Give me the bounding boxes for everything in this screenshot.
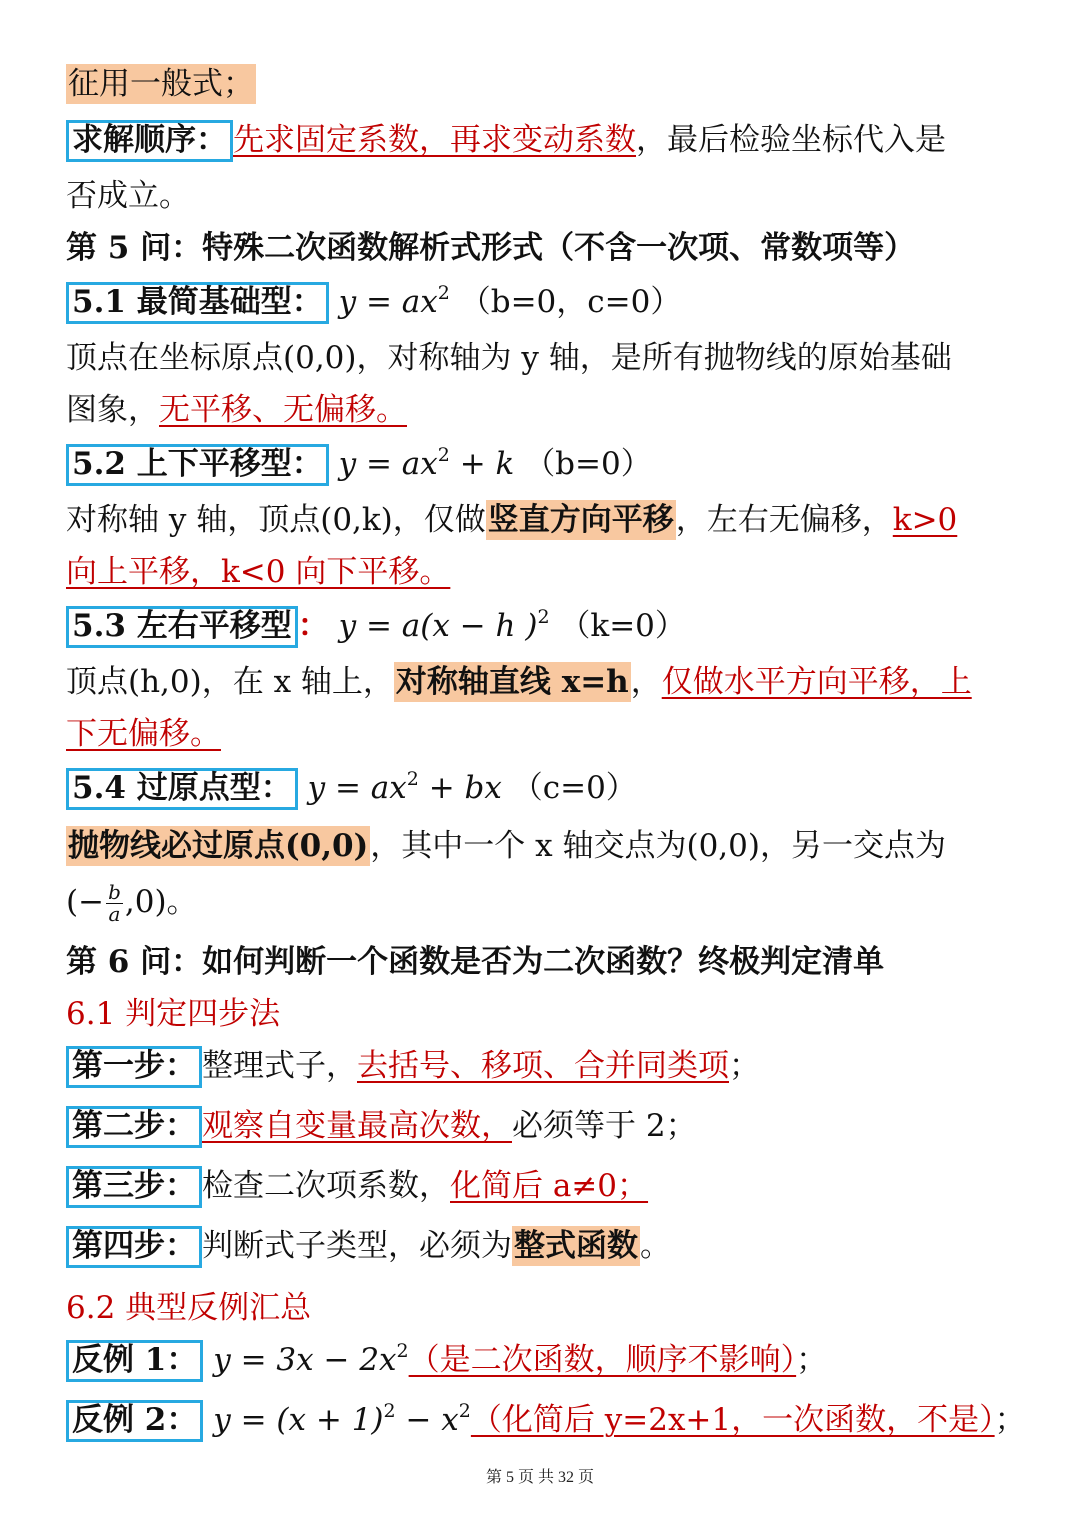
label-example-1: 反例 1： (66, 1340, 203, 1382)
formula-5-2: y = ax (338, 446, 438, 482)
example-2 (66, 1400, 1026, 1442)
section-5-3-body-1 (66, 664, 972, 701)
text: 顶点(h,0)，在 x 轴上， (66, 664, 394, 700)
text: ； (796, 1342, 828, 1378)
label-step-1: 第一步： (66, 1046, 202, 1088)
heading-question-5: 第 5 问：特殊二次函数解析式形式（不含一次项、常数项等） (66, 230, 916, 266)
exponent: 2 (437, 444, 450, 466)
formula-example-2: y = (x + 1) (213, 1402, 384, 1438)
formula-5-2-k: + k (449, 446, 515, 482)
formula-5-4: y = ax (307, 770, 407, 806)
no-vertical-offset-note: 下无偏移。 (66, 716, 221, 752)
highlight-general-form: 征用一般式； (68, 66, 254, 102)
page-footer (0, 1464, 1080, 1487)
text: ,0)。 (124, 884, 198, 920)
exponent: 2 (537, 606, 550, 628)
example-1 (66, 1340, 827, 1382)
condition-5-2: （b=0） (524, 446, 652, 482)
formula-5-1: y = ax (338, 284, 438, 320)
vertical-shift-highlight: 竖直方向平移 (487, 502, 674, 538)
example-2-note: （化简后 y=2x+1，一次函数，不是） (470, 1402, 995, 1438)
section-5-1-title (66, 282, 681, 324)
horizontal-shift-note: 仅做水平方向平移，上 (661, 664, 972, 700)
text: 。 (640, 1228, 671, 1264)
label-example-2: 反例 2： (66, 1400, 203, 1442)
text: 整理式子， (202, 1048, 357, 1084)
k-direction-note: 向上平移，k<0 向下平移。 (66, 554, 451, 590)
text: ， (630, 664, 662, 700)
line-solve-order-cont: 否成立。 (66, 178, 190, 214)
text: 判断式子类型，必须为 (202, 1228, 512, 1264)
section-5-1-body-2 (66, 392, 407, 429)
text: 图象， (66, 392, 159, 428)
heading-question-6: 第 6 问：如何判断一个函数是否为二次函数？终极判定清单 (66, 944, 885, 980)
text: ； (729, 1048, 760, 1084)
section-5-3-title (66, 606, 686, 648)
solve-order-rest: ，最后检验坐标代入是 (636, 122, 946, 158)
text: ； (994, 1402, 1026, 1438)
example-1-note: （是二次函数，顺序不影响） (408, 1342, 797, 1378)
section-5-4-title (66, 768, 637, 810)
step-2 (66, 1106, 697, 1148)
denominator: a (108, 902, 121, 926)
step-3-key: 化简后 a≠0； (450, 1168, 649, 1204)
text: 必须等于 2； (512, 1108, 697, 1144)
section-5-2-title (66, 444, 652, 486)
no-shift-note: 无平移、无偏移。 (159, 392, 407, 428)
numerator: b (108, 880, 121, 904)
formula-5-4-bx: + bx (418, 770, 502, 806)
section-5-2-body-2 (66, 554, 450, 591)
text: 对称轴 y 轴，顶点(0,k)，仅做 (66, 502, 486, 538)
k-positive-note: k>0 (892, 502, 958, 538)
label-step-4: 第四步： (66, 1226, 202, 1268)
condition-5-4: （c=0） (511, 770, 637, 806)
formula-example-2-b: − x (395, 1402, 459, 1438)
step-2-key: 观察自变量最高次数， (202, 1108, 512, 1144)
formula-example-1: y = 3x − 2x (213, 1342, 397, 1378)
exponent: 2 (458, 1400, 471, 1422)
text: ，其中一个 x 轴交点为(0,0)，另一交点为 (370, 828, 946, 864)
section-5-1-body-1: 顶点在坐标原点(0,0)，对称轴为 y 轴，是所有抛物线的原始基础 (66, 340, 952, 376)
exponent: 2 (383, 1400, 396, 1422)
text: 页 (574, 1469, 595, 1486)
condition-5-1: （b=0，c=0） (459, 284, 682, 320)
label-solve-order: 求解顺序： (66, 120, 233, 162)
label-5-2: 5.2 上下平移型： (66, 444, 329, 486)
exponent: 2 (437, 282, 450, 304)
section-5-2-body-1 (66, 502, 957, 539)
text: 页 共 (513, 1469, 558, 1486)
exponent: 2 (396, 1340, 409, 1362)
label-5-1: 5.1 最简基础型： (66, 282, 329, 324)
text: ，左右无偏移， (675, 502, 893, 538)
label-step-2: 第二步： (66, 1106, 202, 1148)
line-solve-order (66, 120, 946, 162)
condition-5-3: （k=0） (559, 608, 686, 644)
section-5-3-body-2 (66, 716, 221, 753)
section-5-4-body-1 (66, 828, 946, 865)
text: 第 (485, 1469, 506, 1486)
heading-6-1: 6.1 判定四步法 (66, 996, 281, 1032)
text: 检查二次项系数， (202, 1168, 450, 1204)
step-1-key: 去括号、移项、合并同类项 (357, 1048, 729, 1084)
section-5-4-body-2 (66, 882, 198, 925)
label-5-4: 5.4 过原点型： (66, 768, 298, 810)
line-general-form (66, 66, 256, 103)
step-1 (66, 1046, 760, 1088)
solve-order-key: 先求固定系数，再求变动系数 (233, 122, 636, 158)
exponent: 2 (406, 768, 419, 790)
text: (− (66, 884, 105, 920)
step-4 (66, 1226, 671, 1268)
origin-highlight: 抛物线必过原点(0,0) (68, 828, 369, 864)
polynomial-highlight: 整式函数 (514, 1228, 638, 1264)
fraction-b-over-a (106, 882, 123, 925)
total-pages: 32 (558, 1469, 574, 1486)
label-step-3: 第三步： (66, 1166, 202, 1208)
label-5-3: 5.3 左右平移型 (66, 606, 298, 648)
heading-6-2: 6.2 典型反例汇总 (66, 1290, 312, 1326)
colon: ： (297, 608, 329, 644)
step-3 (66, 1166, 648, 1208)
formula-5-3: y = a(x − ℎ ) (338, 608, 538, 644)
page-number: 5 (505, 1469, 514, 1486)
axis-highlight: 对称轴直线 x=h (395, 664, 629, 700)
